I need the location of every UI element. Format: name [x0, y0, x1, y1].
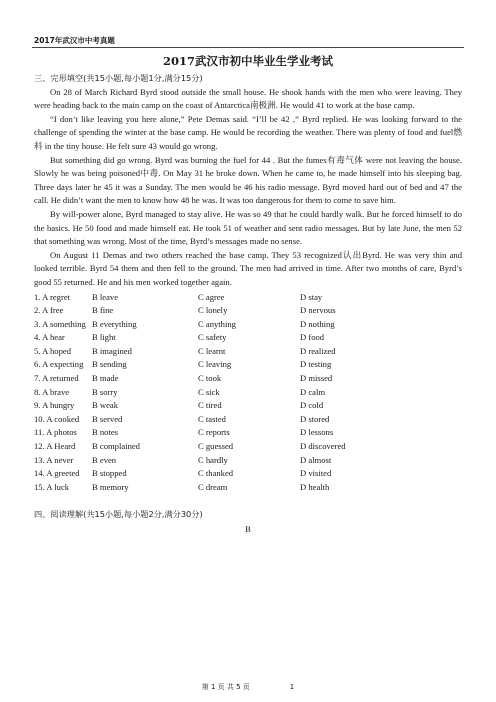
option-cell: B everything [92, 318, 137, 329]
option-row [34, 386, 462, 400]
option-cell: B notes [92, 427, 119, 438]
option-cell: C tasted [198, 413, 226, 424]
option-cell: 8. A brave [34, 386, 70, 397]
option-row [34, 467, 462, 481]
header-divider [32, 47, 464, 48]
option-cell: 12. A Heard [34, 441, 76, 452]
option-cell: D nothing [300, 318, 335, 329]
option-cell: C took [198, 373, 222, 384]
option-cell: C guessed [198, 441, 234, 452]
option-cell: B stopped [92, 468, 127, 479]
option-cell: B light [92, 332, 116, 343]
option-cell: D food [300, 332, 325, 343]
option-cell: B leave [92, 291, 119, 302]
option-cell: B sorry [92, 386, 118, 397]
option-cell: D cold [300, 400, 324, 411]
option-row [34, 426, 462, 440]
section-4-heading: 四、阅读理解(共15小题,每小题2分,满分30分) [34, 509, 203, 520]
passage-paragraph: On August 11 Demas and two others reached the base camp. They 53 recognized认出Byrd. He was very thin and looked terrible. Byrd 54 them and then fell to the ground. The men had arrived in time. After two months of care, Byrd’s good 55 returned. He and his men worked together again. [34, 249, 462, 287]
option-cell: B weak [92, 400, 119, 411]
option-cell: C sick [198, 386, 220, 397]
option-cell: C hardly [198, 454, 228, 465]
option-cell: 4. A hear [34, 332, 65, 343]
option-cell: 1. A regret [34, 291, 71, 302]
option-cell: D calm [300, 386, 326, 397]
option-cell: B even [92, 454, 117, 465]
option-cell: D health [300, 481, 330, 492]
option-cell: B served [92, 413, 123, 424]
passage-paragraph: But something did go wrong. Byrd was burning the fuel for 44 . But the fumes有毒气体 were not leaving the house. Slowly he was being poisoned中毒. On May 31 he broke down. When he came to, he made himself into his sleeping bag. Three days later he 45 it was a Sunday. The men would be 46 his radio message. Byrd moved hard out of bed and 47 the call. He didn’t want the men to know how 48 he was. It was too dangerous for them to come to save him. [34, 154, 462, 206]
option-cell: D lessons [300, 427, 334, 438]
option-cell: D visited [300, 468, 332, 479]
option-cell: B made [92, 373, 119, 384]
option-row [34, 372, 462, 386]
page-title: 2017武汉市初中毕业生学业考试 [162, 54, 333, 68]
option-row [34, 318, 462, 332]
option-cell: C learnt [198, 345, 226, 356]
option-cell: B sending [92, 359, 127, 370]
option-cell: D realized [300, 345, 336, 356]
option-cell: D almost [300, 454, 332, 465]
running-header: 2017年武汉市中考真题 [34, 36, 115, 45]
option-row [34, 399, 462, 413]
option-cell: B imagined [92, 345, 132, 356]
option-cell: B fine [92, 305, 114, 316]
option-cell: 11. A photos [34, 427, 77, 438]
option-cell: 3. A something [34, 318, 86, 329]
option-row [34, 304, 462, 318]
option-cell: 15. A luck [34, 481, 70, 492]
option-cell: C agree [198, 291, 225, 302]
option-cell: D discovered [300, 441, 346, 452]
option-row [34, 358, 462, 372]
option-row [34, 413, 462, 427]
option-cell: 2. A free [34, 305, 64, 316]
option-row [34, 345, 462, 359]
passage-paragraph: “I don’t like leaving you here alone,” Pete Demas said. “I’ll be 42 ,” Byrd replied. He was looking forward to the challenge of spending the winter at the base camp. He would be recording the weather. There was plenty of food and fuel燃料 in the tiny house. He felt sure 43 would go wrong. [34, 113, 462, 151]
option-cell: C anything [198, 318, 236, 329]
option-cell: C safety [198, 332, 227, 343]
option-cell: C reports [198, 427, 230, 438]
option-cell: D stored [300, 413, 330, 424]
passage-paragraph: On 28 of March Richard Byrd stood outside the small house. He shook hands with the men who were leaving. They were heading back to the main camp on the coast of Antarctica南极洲. He would 41 to work at the base camp. [34, 86, 462, 111]
option-cell: C dream [198, 481, 228, 492]
option-cell: D testing [300, 359, 332, 370]
option-cell: D nervous [300, 305, 336, 316]
page-count: 第 1 页 共 5 页 [201, 683, 250, 691]
document-body [34, 72, 462, 537]
option-cell: B complained [92, 441, 140, 452]
option-cell: C leaving [198, 359, 232, 370]
option-cell: 10. A cooked [34, 413, 80, 424]
option-cell: 14. A greeted [34, 468, 80, 479]
options-table [34, 291, 462, 495]
option-cell: 9. A hungry [34, 400, 75, 411]
option-row [34, 440, 462, 454]
option-row [34, 291, 462, 305]
option-cell: D stay [300, 291, 323, 302]
option-cell: 5. A hoped [34, 345, 72, 356]
option-row [34, 331, 462, 345]
option-cell: C thanked [198, 468, 234, 479]
option-cell: D missed [300, 373, 333, 384]
subpart-label: B [245, 524, 251, 534]
option-cell: B memory [92, 481, 129, 492]
option-cell: 13. A never [34, 454, 74, 465]
passage-paragraph: By will-power alone, Byrd managed to stay alive. He was so 49 that he could hardly walk. But he forced himself to do the basics. He 50 food and made himself eat. He took 51 of weather and sent radio messages. But by late June, the men 52 that something was wrong. Most of the time, Byrd’s messages made no sense. [34, 208, 462, 247]
option-cell: 7. A returned [34, 373, 79, 384]
option-cell: C lonely [198, 305, 228, 316]
option-cell: C tired [198, 400, 222, 411]
option-row [34, 454, 462, 468]
option-row [34, 481, 462, 495]
page-number: 1 [289, 683, 295, 691]
page-footer [0, 682, 496, 692]
section-3-heading: 三、完形填空(共15小题,每小题1分,满分15分) [34, 73, 203, 83]
option-cell: 6. A expecting [34, 359, 84, 370]
